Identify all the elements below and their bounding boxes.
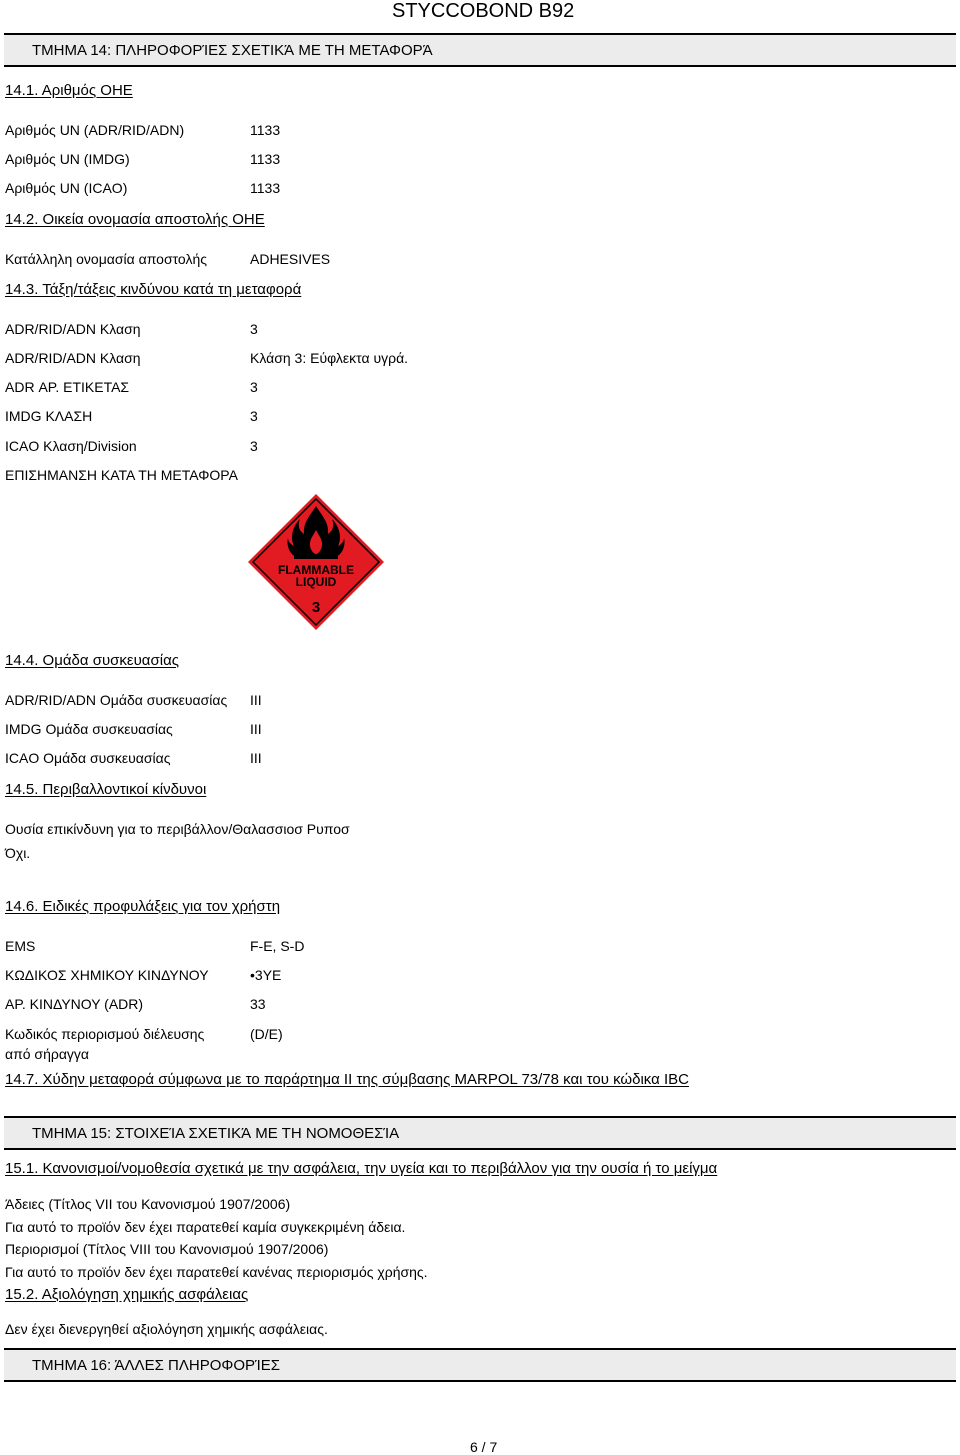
heading-14-3: 14.3. Τάξη/τάξεις κινδύνου κατά τη μεταφορά: [5, 281, 302, 298]
row-value: ADHESIVES: [250, 251, 331, 267]
section-15-title: ΤΜΗΜΑ 15: ΣΤΟΙΧΕΊΑ ΣΧΕΤΙΚΆ ΜΕ ΤΗ ΝΟΜΟΘΕΣΊΑ: [32, 1125, 400, 1142]
row-value: 3: [250, 408, 258, 424]
row-label: IMDG ΚΛΑΣΗ: [5, 408, 93, 424]
pictogram-line-2: LIQUID: [295, 575, 337, 589]
restrictions-text: Για αυτό το προϊόν δεν έχει παρατεθεί κανένας περιορισμός χρήσης.: [5, 1264, 428, 1280]
row-label: ICAO Ομάδα συσκευασίας: [5, 750, 171, 766]
row-label: Κατάλληλη ονομασία αποστολής: [5, 251, 207, 267]
transport-labels-heading: ΕΠΙΣΗΜΑΝΣΗ ΚΑΤΑ ΤΗ ΜΕΤΑΦΟΡΑ: [5, 467, 238, 483]
heading-15-2: 15.2. Αξιολόγηση χημικής ασφάλειας: [5, 1286, 249, 1303]
row-label: ICAO Κλαση/Division: [5, 438, 137, 454]
row-label: ADR/RID/ADN Κλαση: [5, 350, 141, 366]
pictogram-class-number: 3: [311, 599, 321, 616]
row-value: III: [250, 750, 262, 766]
env-hazard-value: Όχι.: [5, 845, 31, 861]
section-16-title: ΤΜΗΜΑ 16: ΆΛΛΕΣ ΠΛΗΡΟΦΟΡΊΕΣ: [32, 1357, 281, 1374]
row-value: 3: [250, 438, 258, 454]
row-label: Αριθμός UN (ADR/RID/ADN): [5, 122, 185, 138]
row-label: Κωδικός περιορισμού διέλευσης: [5, 1026, 205, 1042]
heading-14-7: 14.7. Χύδην μεταφορά σύμφωνα με το παράρτημα II της σύμβασης MARPOL 73/78 και του κώδικα IBC: [5, 1071, 689, 1088]
row-value: Κλάση 3: Εύφλεκτα υγρά.: [250, 350, 409, 366]
section-15-header: [4, 1116, 956, 1150]
heading-14-1: 14.1. Αριθμός ΟΗΕ: [5, 82, 133, 99]
row-value: (D/E): [250, 1026, 283, 1042]
page-number: 6 / 7: [470, 1439, 498, 1455]
section-16-header: [4, 1348, 956, 1382]
section-14-header: [4, 33, 956, 67]
row-value: 1133: [250, 180, 281, 196]
row-label: EMS: [5, 938, 36, 954]
row-value: F-E, S-D: [250, 938, 305, 954]
row-value: 3: [250, 379, 258, 395]
row-value: 33: [250, 996, 266, 1012]
row-value: 1133: [250, 151, 281, 167]
heading-14-4: 14.4. Ομάδα συσκευασίας: [5, 652, 179, 669]
row-label: ΚΩΔΙΚΟΣ ΧΗΜΙΚΟΥ ΚΙΝΔΥΝΟΥ: [5, 967, 209, 983]
row-value: 1133: [250, 122, 281, 138]
row-label-continued: από σήραγγα: [5, 1046, 90, 1062]
pictogram-line-1: FLAMMABLE: [278, 563, 354, 577]
row-value: •3YE: [250, 967, 282, 983]
row-label: ADR ΑΡ. ΕΤΙΚΕΤΑΣ: [5, 379, 130, 395]
row-label: IMDG Ομάδα συσκευασίας: [5, 721, 173, 737]
row-value: III: [250, 721, 262, 737]
row-label: ΑΡ. ΚΙΝΔΥΝΟΥ (ADR): [5, 996, 144, 1012]
heading-15-1: 15.1. Κανονισμοί/νομοθεσία σχετικά με την ασφάλεια, την υγεία και το περιβάλλον για την ουσία ή το μείγμα: [5, 1160, 718, 1177]
authorisations-title: Άδειες (Τίτλος VII του Κανονισμού 1907/2006): [5, 1196, 291, 1212]
row-label: Αριθμός UN (ICAO): [5, 180, 128, 196]
section-14-title: ΤΜΗΜΑ 14: ΠΛΗΡΟΦΟΡΊΕΣ ΣΧΕΤΙΚΆ ΜΕ ΤΗ ΜΕΤΑΦΟΡΆ: [32, 42, 433, 59]
flame-icon: [287, 506, 344, 559]
authorisations-text: Για αυτό το προϊόν δεν έχει παρατεθεί καμία συγκεκριμένη άδεια.: [5, 1219, 406, 1235]
flammable-liquid-diamond-icon: [248, 494, 384, 630]
heading-14-5: 14.5. Περιβαλλοντικοί κίνδυνοι: [5, 781, 207, 798]
chemical-safety-text: Δεν έχει διενεργηθεί αξιολόγηση χημικής ασφάλειας.: [5, 1321, 328, 1337]
row-label: Αριθμός UN (IMDG): [5, 151, 130, 167]
row-value: 3: [250, 321, 258, 337]
product-name: STYCCOBOND B92: [392, 0, 575, 22]
heading-14-6: 14.6. Ειδικές προφυλάξεις για τον χρήστη: [5, 898, 281, 915]
heading-14-2: 14.2. Οικεία ονομασία αποστολής ΟΗΕ: [5, 211, 265, 228]
row-label: ADR/RID/ADN Κλαση: [5, 321, 141, 337]
row-value: III: [250, 692, 262, 708]
env-hazard-label: Ουσία επικίνδυνη για το περιβάλλον/Θαλασσιοσ Ρυποσ: [5, 821, 350, 837]
row-label: ADR/RID/ADN Ομάδα συσκευασίας: [5, 692, 228, 708]
restrictions-title: Περιορισμοί (Τίτλος VIII του Κανονισμού 1907/2006): [5, 1241, 329, 1257]
